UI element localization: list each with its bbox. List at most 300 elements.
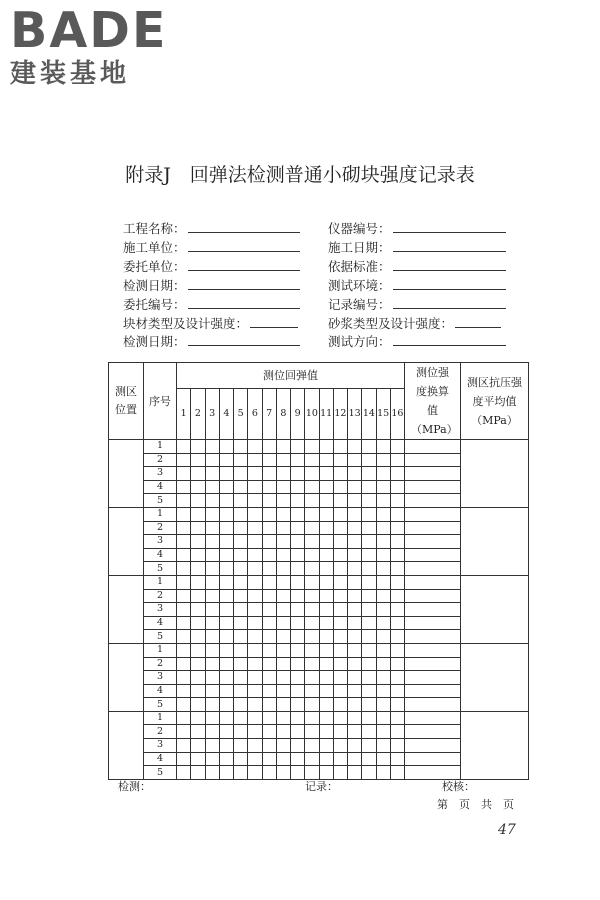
rebound-value-cell — [376, 548, 390, 562]
sequence-cell: 3 — [144, 603, 177, 617]
rebound-value-cell — [390, 548, 404, 562]
point-strength-cell — [405, 467, 461, 481]
field-label: 记录编号： — [328, 296, 391, 312]
zone-position-cell — [109, 507, 144, 575]
rebound-value-cell — [390, 453, 404, 467]
rebound-value-cell — [262, 453, 276, 467]
rebound-value-cell — [219, 480, 233, 494]
rebound-value-cell — [205, 535, 219, 549]
rebound-value-cell — [348, 589, 362, 603]
rebound-value-cell — [362, 711, 376, 725]
rebound-value-cell — [191, 562, 205, 576]
rebound-value-cell — [362, 752, 376, 766]
rebound-value-cell — [177, 698, 191, 712]
rebound-value-cell — [177, 752, 191, 766]
rebound-value-cell — [191, 766, 205, 780]
rebound-value-cell — [319, 535, 333, 549]
field-blank-line — [393, 277, 506, 290]
logo-tagline: 建装基地 — [10, 59, 131, 89]
rebound-value-cell — [362, 616, 376, 630]
rebound-value-cell — [276, 698, 290, 712]
rebound-value-cell — [191, 603, 205, 617]
header-point-strength: 测位强度换算值（MPa） — [405, 363, 461, 440]
sequence-cell: 5 — [144, 766, 177, 780]
rebound-value-cell — [248, 453, 262, 467]
table-row — [109, 643, 529, 657]
rebound-value-cell — [362, 494, 376, 508]
rebound-value-cell — [390, 739, 404, 753]
rebound-value-cell — [205, 630, 219, 644]
sequence-cell: 3 — [144, 671, 177, 685]
rebound-value-cell — [276, 467, 290, 481]
rebound-value-cell — [305, 575, 319, 589]
rebound-value-cell — [291, 671, 305, 685]
sequence-cell: 2 — [144, 453, 177, 467]
rebound-value-cell — [248, 548, 262, 562]
field-blank-line — [188, 239, 300, 252]
rebound-value-cell — [205, 603, 219, 617]
rebound-value-cell — [291, 548, 305, 562]
rebound-value-cell — [248, 671, 262, 685]
rebound-column-number: 7 — [262, 388, 276, 439]
rebound-value-cell — [248, 440, 262, 454]
rebound-value-cell — [219, 575, 233, 589]
rebound-value-cell — [205, 589, 219, 603]
rebound-value-cell — [348, 521, 362, 535]
rebound-value-cell — [376, 711, 390, 725]
rebound-value-cell — [248, 575, 262, 589]
field-blank-line — [188, 258, 300, 271]
rebound-value-cell — [177, 725, 191, 739]
rebound-value-cell — [319, 616, 333, 630]
rebound-value-cell — [191, 657, 205, 671]
rebound-value-cell — [248, 643, 262, 657]
rebound-value-cell — [234, 535, 248, 549]
point-strength-cell — [405, 725, 461, 739]
rebound-value-cell — [219, 684, 233, 698]
rebound-value-cell — [177, 739, 191, 753]
sequence-cell: 1 — [144, 507, 177, 521]
rebound-value-cell — [219, 562, 233, 576]
header-rebound-values: 测位回弹值 — [177, 363, 405, 389]
rebound-value-cell — [177, 480, 191, 494]
info-right-2 — [328, 258, 506, 275]
footer-review: 校核： — [442, 780, 475, 793]
rebound-value-cell — [333, 507, 347, 521]
field-blank-line — [188, 333, 300, 346]
rebound-value-cell — [291, 643, 305, 657]
footer-page-info: 第 页 共 页 — [437, 798, 514, 811]
rebound-value-cell — [177, 616, 191, 630]
rebound-value-cell — [262, 643, 276, 657]
rebound-value-cell — [219, 725, 233, 739]
rebound-value-cell — [305, 467, 319, 481]
rebound-value-cell — [291, 711, 305, 725]
rebound-value-cell — [248, 657, 262, 671]
rebound-value-cell — [333, 494, 347, 508]
rebound-value-cell — [234, 630, 248, 644]
rebound-value-cell — [191, 698, 205, 712]
rebound-value-cell — [362, 657, 376, 671]
rebound-value-cell — [177, 643, 191, 657]
rebound-value-cell — [376, 766, 390, 780]
rebound-value-cell — [291, 575, 305, 589]
rebound-value-cell — [177, 711, 191, 725]
rebound-value-cell — [248, 521, 262, 535]
rebound-value-cell — [376, 657, 390, 671]
rebound-value-cell — [234, 480, 248, 494]
rebound-value-cell — [376, 698, 390, 712]
rebound-value-cell — [276, 480, 290, 494]
rebound-value-cell — [319, 671, 333, 685]
rebound-value-cell — [205, 643, 219, 657]
rebound-value-cell — [276, 766, 290, 780]
rebound-value-cell — [291, 440, 305, 454]
sequence-cell: 3 — [144, 739, 177, 753]
rebound-value-cell — [305, 725, 319, 739]
rebound-value-cell — [348, 535, 362, 549]
header-zone-position: 测区位置 — [109, 363, 144, 440]
rebound-value-cell — [262, 494, 276, 508]
field-label: 仪器编号： — [328, 221, 391, 236]
rebound-value-cell — [305, 752, 319, 766]
rebound-column-number: 15 — [376, 388, 390, 439]
rebound-value-cell — [291, 657, 305, 671]
rebound-value-cell — [305, 453, 319, 467]
record-table — [108, 362, 529, 780]
rebound-value-cell — [248, 603, 262, 617]
rebound-value-cell — [333, 562, 347, 576]
rebound-value-cell — [319, 494, 333, 508]
rebound-value-cell — [291, 739, 305, 753]
rebound-value-cell — [376, 535, 390, 549]
rebound-value-cell — [234, 467, 248, 481]
field-blank-line — [393, 296, 506, 309]
rebound-column-number: 4 — [219, 388, 233, 439]
rebound-value-cell — [276, 440, 290, 454]
rebound-value-cell — [390, 711, 404, 725]
rebound-value-cell — [319, 739, 333, 753]
field-label: 检测日期： — [123, 277, 186, 293]
sequence-cell: 3 — [144, 535, 177, 549]
rebound-value-cell — [333, 739, 347, 753]
zone-position-cell — [109, 711, 144, 779]
rebound-value-cell — [262, 507, 276, 521]
rebound-value-cell — [348, 752, 362, 766]
rebound-value-cell — [333, 643, 347, 657]
zone-average-cell — [461, 440, 529, 508]
sequence-cell: 2 — [144, 589, 177, 603]
rebound-value-cell — [219, 739, 233, 753]
rebound-value-cell — [305, 562, 319, 576]
rebound-value-cell — [276, 521, 290, 535]
rebound-value-cell — [234, 766, 248, 780]
rebound-column-number: 11 — [319, 388, 333, 439]
rebound-value-cell — [205, 698, 219, 712]
rebound-value-cell — [291, 589, 305, 603]
rebound-value-cell — [234, 548, 248, 562]
rebound-value-cell — [276, 535, 290, 549]
rebound-value-cell — [276, 725, 290, 739]
rebound-value-cell — [376, 589, 390, 603]
sequence-cell: 5 — [144, 562, 177, 576]
sequence-cell: 1 — [144, 711, 177, 725]
sequence-cell: 5 — [144, 698, 177, 712]
rebound-value-cell — [191, 535, 205, 549]
rebound-value-cell — [177, 603, 191, 617]
rebound-value-cell — [219, 521, 233, 535]
rebound-value-cell — [234, 453, 248, 467]
rebound-value-cell — [205, 739, 219, 753]
rebound-value-cell — [262, 671, 276, 685]
rebound-value-cell — [348, 684, 362, 698]
rebound-value-cell — [305, 684, 319, 698]
rebound-value-cell — [348, 494, 362, 508]
rebound-value-cell — [191, 684, 205, 698]
rebound-value-cell — [362, 589, 376, 603]
info-right-3 — [328, 277, 506, 294]
rebound-value-cell — [205, 562, 219, 576]
rebound-value-cell — [348, 480, 362, 494]
rebound-value-cell — [319, 725, 333, 739]
point-strength-cell — [405, 521, 461, 535]
rebound-value-cell — [376, 453, 390, 467]
rebound-value-cell — [191, 494, 205, 508]
field-blank-line — [393, 220, 506, 233]
logo — [10, 2, 168, 90]
rebound-value-cell — [177, 507, 191, 521]
rebound-value-cell — [333, 603, 347, 617]
rebound-value-cell — [234, 752, 248, 766]
rebound-value-cell — [390, 440, 404, 454]
rebound-value-cell — [276, 671, 290, 685]
rebound-value-cell — [348, 671, 362, 685]
rebound-value-cell — [362, 766, 376, 780]
rebound-column-number: 6 — [248, 388, 262, 439]
rebound-value-cell — [376, 725, 390, 739]
rebound-value-cell — [362, 440, 376, 454]
field-label: 测试环境： — [328, 277, 391, 293]
point-strength-cell — [405, 643, 461, 657]
rebound-column-number: 9 — [291, 388, 305, 439]
rebound-value-cell — [333, 548, 347, 562]
rebound-value-cell — [291, 603, 305, 617]
zone-average-cell — [461, 507, 529, 575]
point-strength-cell — [405, 575, 461, 589]
zone-position-cell — [109, 575, 144, 643]
rebound-value-cell — [262, 684, 276, 698]
rebound-value-cell — [205, 766, 219, 780]
rebound-value-cell — [390, 589, 404, 603]
rebound-value-cell — [219, 671, 233, 685]
rebound-value-cell — [348, 562, 362, 576]
rebound-value-cell — [291, 507, 305, 521]
rebound-value-cell — [262, 766, 276, 780]
rebound-value-cell — [276, 507, 290, 521]
rebound-value-cell — [276, 589, 290, 603]
rebound-value-cell — [234, 589, 248, 603]
rebound-value-cell — [362, 548, 376, 562]
rebound-value-cell — [305, 739, 319, 753]
sequence-cell: 4 — [144, 684, 177, 698]
point-strength-cell — [405, 535, 461, 549]
rebound-value-cell — [362, 467, 376, 481]
rebound-value-cell — [219, 766, 233, 780]
field-blank-line — [393, 333, 506, 346]
field-blank-line — [455, 315, 501, 328]
point-strength-cell — [405, 440, 461, 454]
rebound-value-cell — [305, 630, 319, 644]
rebound-value-cell — [319, 603, 333, 617]
rebound-value-cell — [305, 521, 319, 535]
rebound-value-cell — [219, 630, 233, 644]
rebound-value-cell — [348, 440, 362, 454]
rebound-value-cell — [205, 494, 219, 508]
rebound-value-cell — [362, 739, 376, 753]
rebound-value-cell — [348, 603, 362, 617]
rebound-value-cell — [234, 507, 248, 521]
rebound-value-cell — [348, 698, 362, 712]
rebound-value-cell — [262, 562, 276, 576]
rebound-value-cell — [191, 711, 205, 725]
field-blank-line — [393, 239, 506, 252]
rebound-value-cell — [291, 494, 305, 508]
rebound-value-cell — [248, 630, 262, 644]
info-left-1 — [123, 239, 300, 256]
rebound-value-cell — [234, 711, 248, 725]
rebound-value-cell — [362, 630, 376, 644]
rebound-value-cell — [390, 630, 404, 644]
rebound-column-number: 16 — [390, 388, 404, 439]
rebound-value-cell — [205, 507, 219, 521]
rebound-value-cell — [305, 589, 319, 603]
info-right-4 — [328, 296, 506, 313]
field-blank-line — [250, 315, 298, 328]
rebound-value-cell — [319, 630, 333, 644]
rebound-value-cell — [219, 440, 233, 454]
rebound-value-cell — [191, 453, 205, 467]
rebound-value-cell — [276, 752, 290, 766]
rebound-value-cell — [234, 494, 248, 508]
rebound-column-number: 13 — [348, 388, 362, 439]
rebound-value-cell — [205, 480, 219, 494]
rebound-value-cell — [376, 480, 390, 494]
rebound-value-cell — [219, 467, 233, 481]
rebound-value-cell — [305, 657, 319, 671]
rebound-value-cell — [234, 671, 248, 685]
rebound-value-cell — [362, 643, 376, 657]
rebound-value-cell — [376, 603, 390, 617]
sequence-cell: 5 — [144, 494, 177, 508]
rebound-value-cell — [333, 535, 347, 549]
rebound-value-cell — [319, 440, 333, 454]
info-right-5 — [328, 315, 501, 332]
rebound-value-cell — [177, 589, 191, 603]
rebound-value-cell — [319, 480, 333, 494]
rebound-column-number: 10 — [305, 388, 319, 439]
point-strength-cell — [405, 453, 461, 467]
rebound-value-cell — [234, 616, 248, 630]
rebound-value-cell — [248, 616, 262, 630]
rebound-value-cell — [348, 630, 362, 644]
rebound-value-cell — [319, 711, 333, 725]
rebound-value-cell — [319, 453, 333, 467]
zone-average-cell — [461, 711, 529, 779]
rebound-value-cell — [319, 698, 333, 712]
rebound-value-cell — [348, 467, 362, 481]
rebound-value-cell — [333, 589, 347, 603]
rebound-value-cell — [319, 657, 333, 671]
field-label: 块材类型及设计强度： — [123, 315, 249, 331]
rebound-value-cell — [348, 643, 362, 657]
rebound-value-cell — [205, 575, 219, 589]
rebound-value-cell — [262, 440, 276, 454]
rebound-value-cell — [291, 630, 305, 644]
rebound-value-cell — [376, 507, 390, 521]
header-zone-average: 测区抗压强度平均值（MPa） — [461, 363, 529, 440]
rebound-value-cell — [191, 521, 205, 535]
rebound-value-cell — [276, 616, 290, 630]
sequence-cell: 1 — [144, 575, 177, 589]
rebound-value-cell — [248, 589, 262, 603]
rebound-value-cell — [205, 440, 219, 454]
rebound-value-cell — [390, 562, 404, 576]
rebound-value-cell — [291, 453, 305, 467]
rebound-value-cell — [333, 440, 347, 454]
rebound-value-cell — [348, 711, 362, 725]
rebound-value-cell — [205, 725, 219, 739]
rebound-value-cell — [333, 480, 347, 494]
rebound-value-cell — [390, 657, 404, 671]
rebound-value-cell — [305, 711, 319, 725]
rebound-value-cell — [262, 657, 276, 671]
rebound-value-cell — [219, 603, 233, 617]
rebound-value-cell — [205, 711, 219, 725]
rebound-value-cell — [348, 739, 362, 753]
point-strength-cell — [405, 671, 461, 685]
rebound-value-cell — [305, 440, 319, 454]
rebound-value-cell — [305, 507, 319, 521]
rebound-value-cell — [348, 453, 362, 467]
point-strength-cell — [405, 684, 461, 698]
info-left-3 — [123, 277, 300, 294]
zone-average-cell — [461, 575, 529, 643]
rebound-column-number: 2 — [191, 388, 205, 439]
rebound-value-cell — [291, 616, 305, 630]
rebound-value-cell — [276, 562, 290, 576]
rebound-value-cell — [205, 684, 219, 698]
rebound-value-cell — [262, 535, 276, 549]
rebound-value-cell — [390, 603, 404, 617]
point-strength-cell — [405, 562, 461, 576]
rebound-value-cell — [319, 548, 333, 562]
rebound-value-cell — [248, 494, 262, 508]
rebound-value-cell — [390, 684, 404, 698]
rebound-value-cell — [333, 657, 347, 671]
logo-brand: BADE — [10, 2, 168, 59]
rebound-value-cell — [191, 507, 205, 521]
rebound-value-cell — [390, 752, 404, 766]
rebound-value-cell — [248, 684, 262, 698]
rebound-value-cell — [205, 521, 219, 535]
sequence-cell: 1 — [144, 440, 177, 454]
rebound-value-cell — [390, 671, 404, 685]
rebound-value-cell — [333, 616, 347, 630]
rebound-value-cell — [191, 616, 205, 630]
rebound-value-cell — [390, 766, 404, 780]
table-row — [109, 440, 529, 454]
rebound-value-cell — [234, 603, 248, 617]
